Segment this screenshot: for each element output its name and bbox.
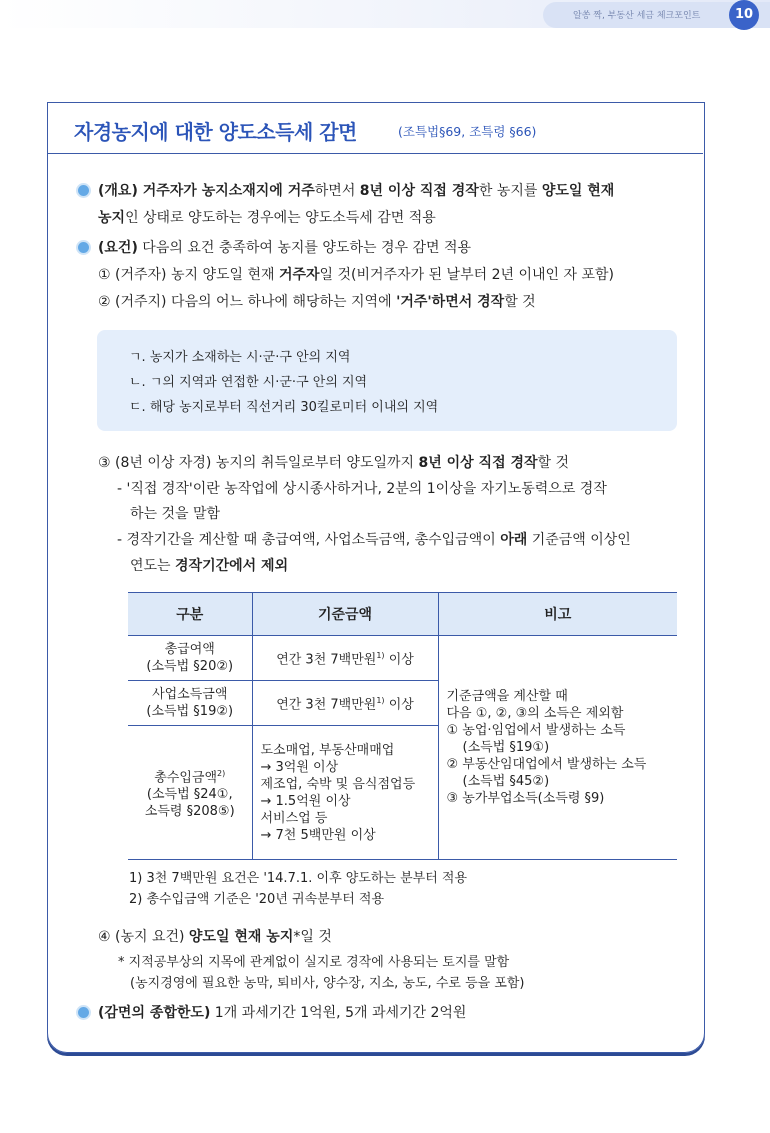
region-list-box <box>97 330 677 431</box>
table-header: 구분 <box>128 593 252 636</box>
region-item: ㄷ. 해당 농지로부터 직선거리 30킬로미터 이내의 지역 <box>129 400 439 415</box>
table-header: 비고 <box>438 593 677 636</box>
card-header <box>48 103 703 154</box>
requirement-4: ④ (농지 요건) 양도일 현재 농지*일 것 <box>98 929 332 945</box>
overview-line-1: (개요) 거주자가 농지소재지에 거주하면서 8년 이상 직접 경작한 농지를 양도일 현재 <box>98 183 615 199</box>
threshold-table <box>128 592 677 860</box>
table-header-row <box>128 593 677 636</box>
requirement-3-detail-1-cont: 하는 것을 말함 <box>130 506 221 522</box>
table-cell-category: 사업소득금액 (소득법 §19②) <box>128 681 252 726</box>
footnote: 1) 3천 7백만원 요건은 '14.7.1. 이후 양도하는 분부터 적용 <box>129 871 468 886</box>
bullet-icon <box>78 1007 89 1018</box>
table-cell-amount: 연간 3천 7백만원$^{1)}$ 이상 <box>252 636 438 681</box>
table-header: 기준금액 <box>252 593 438 636</box>
bullet-icon <box>78 242 89 253</box>
farmland-note-cont: (농지경영에 필요한 농막, 퇴비사, 양수장, 지소, 농도, 수로 등을 포함) <box>130 976 525 991</box>
footnote: 2) 총수입금액 기준은 '20년 귀속분부터 적용 <box>129 892 385 907</box>
card-title: 자경농지에 대한 양도소득세 감면 <box>74 120 357 144</box>
region-item: ㄱ. 농지가 소재하는 시·군·구 안의 지역 <box>129 350 351 365</box>
requirement-3: ③ (8년 이상 자경) 농지의 취득일로부터 양도일까지 8년 이상 직접 경작할 것 <box>98 455 570 471</box>
bullet-icon <box>78 185 89 196</box>
page-number: 10 <box>729 0 759 30</box>
table-cell-category: 총급여액 (소득법 §20②) <box>128 636 252 681</box>
table-row <box>128 636 677 681</box>
table-cell-category: 총수입금액$^{2)}$ (소득법 §24①, 소득령 §208⑤) <box>128 726 252 860</box>
requirements-heading: (요건) 다음의 요건 충족하여 농지를 양도하는 경우 감면 적용 <box>98 240 471 256</box>
farmland-note: * 지적공부상의 지목에 관계없이 실지로 경작에 사용되는 토지를 말함 <box>118 955 510 970</box>
requirement-3-detail-2: - 경작기간을 계산할 때 총급여액, 사업소득금액, 총수입금액이 아래 기준금액 이상인 <box>117 532 631 548</box>
table-cell-amount: 도소매업, 부동산매매업 → 3억원 이상 제조업, 숙박 및 음식점업등 → 1.5억원 이상 서비스업 등 → 7천 5백만원 이상 <box>252 726 438 860</box>
reduction-limit: (감면의 종합한도) 1개 과세기간 1억원, 5개 과세기간 2억원 <box>98 1005 467 1021</box>
requirement-3-detail-2-cont: 연도는 경작기간에서 제외 <box>130 558 289 574</box>
table-cell-remark: 기준금액을 계산할 때 다음 ①, ②, ③의 소득은 제외함 ① 농업·임업에서 발생하는 소득 (소득법 §19①) ② 부동산임대업에서 발생하는 소득 (소득법 §45②) ③ 농가부업소득(소득령 §9) <box>438 636 677 860</box>
card-title-reference: (조특법§69, 조특령 §66) <box>398 124 537 139</box>
requirement-2: ② (거주지) 다음의 어느 하나에 해당하는 지역에 '거주'하면서 경작할 것 <box>98 294 536 310</box>
table-cell-amount: 연간 3천 7백만원$^{1)}$ 이상 <box>252 681 438 726</box>
requirement-1: ① (거주자) 농지 양도일 현재 거주자일 것(비거주자가 된 날부터 2년 이내인 자 포함) <box>98 267 614 283</box>
section-label: 알쏭 짝, 부동산 세금 체크포인트 <box>573 11 701 21</box>
requirement-3-detail-1: - '직접 경작'이란 농작업에 상시종사하거나, 2분의 1이상을 자기노동력으로 경작 <box>117 481 607 497</box>
overview-line-2: 농지인 상태로 양도하는 경우에는 양도소득세 감면 적용 <box>98 210 436 226</box>
region-item: ㄴ. ㄱ의 지역과 연접한 시·군·구 안의 지역 <box>129 375 368 390</box>
